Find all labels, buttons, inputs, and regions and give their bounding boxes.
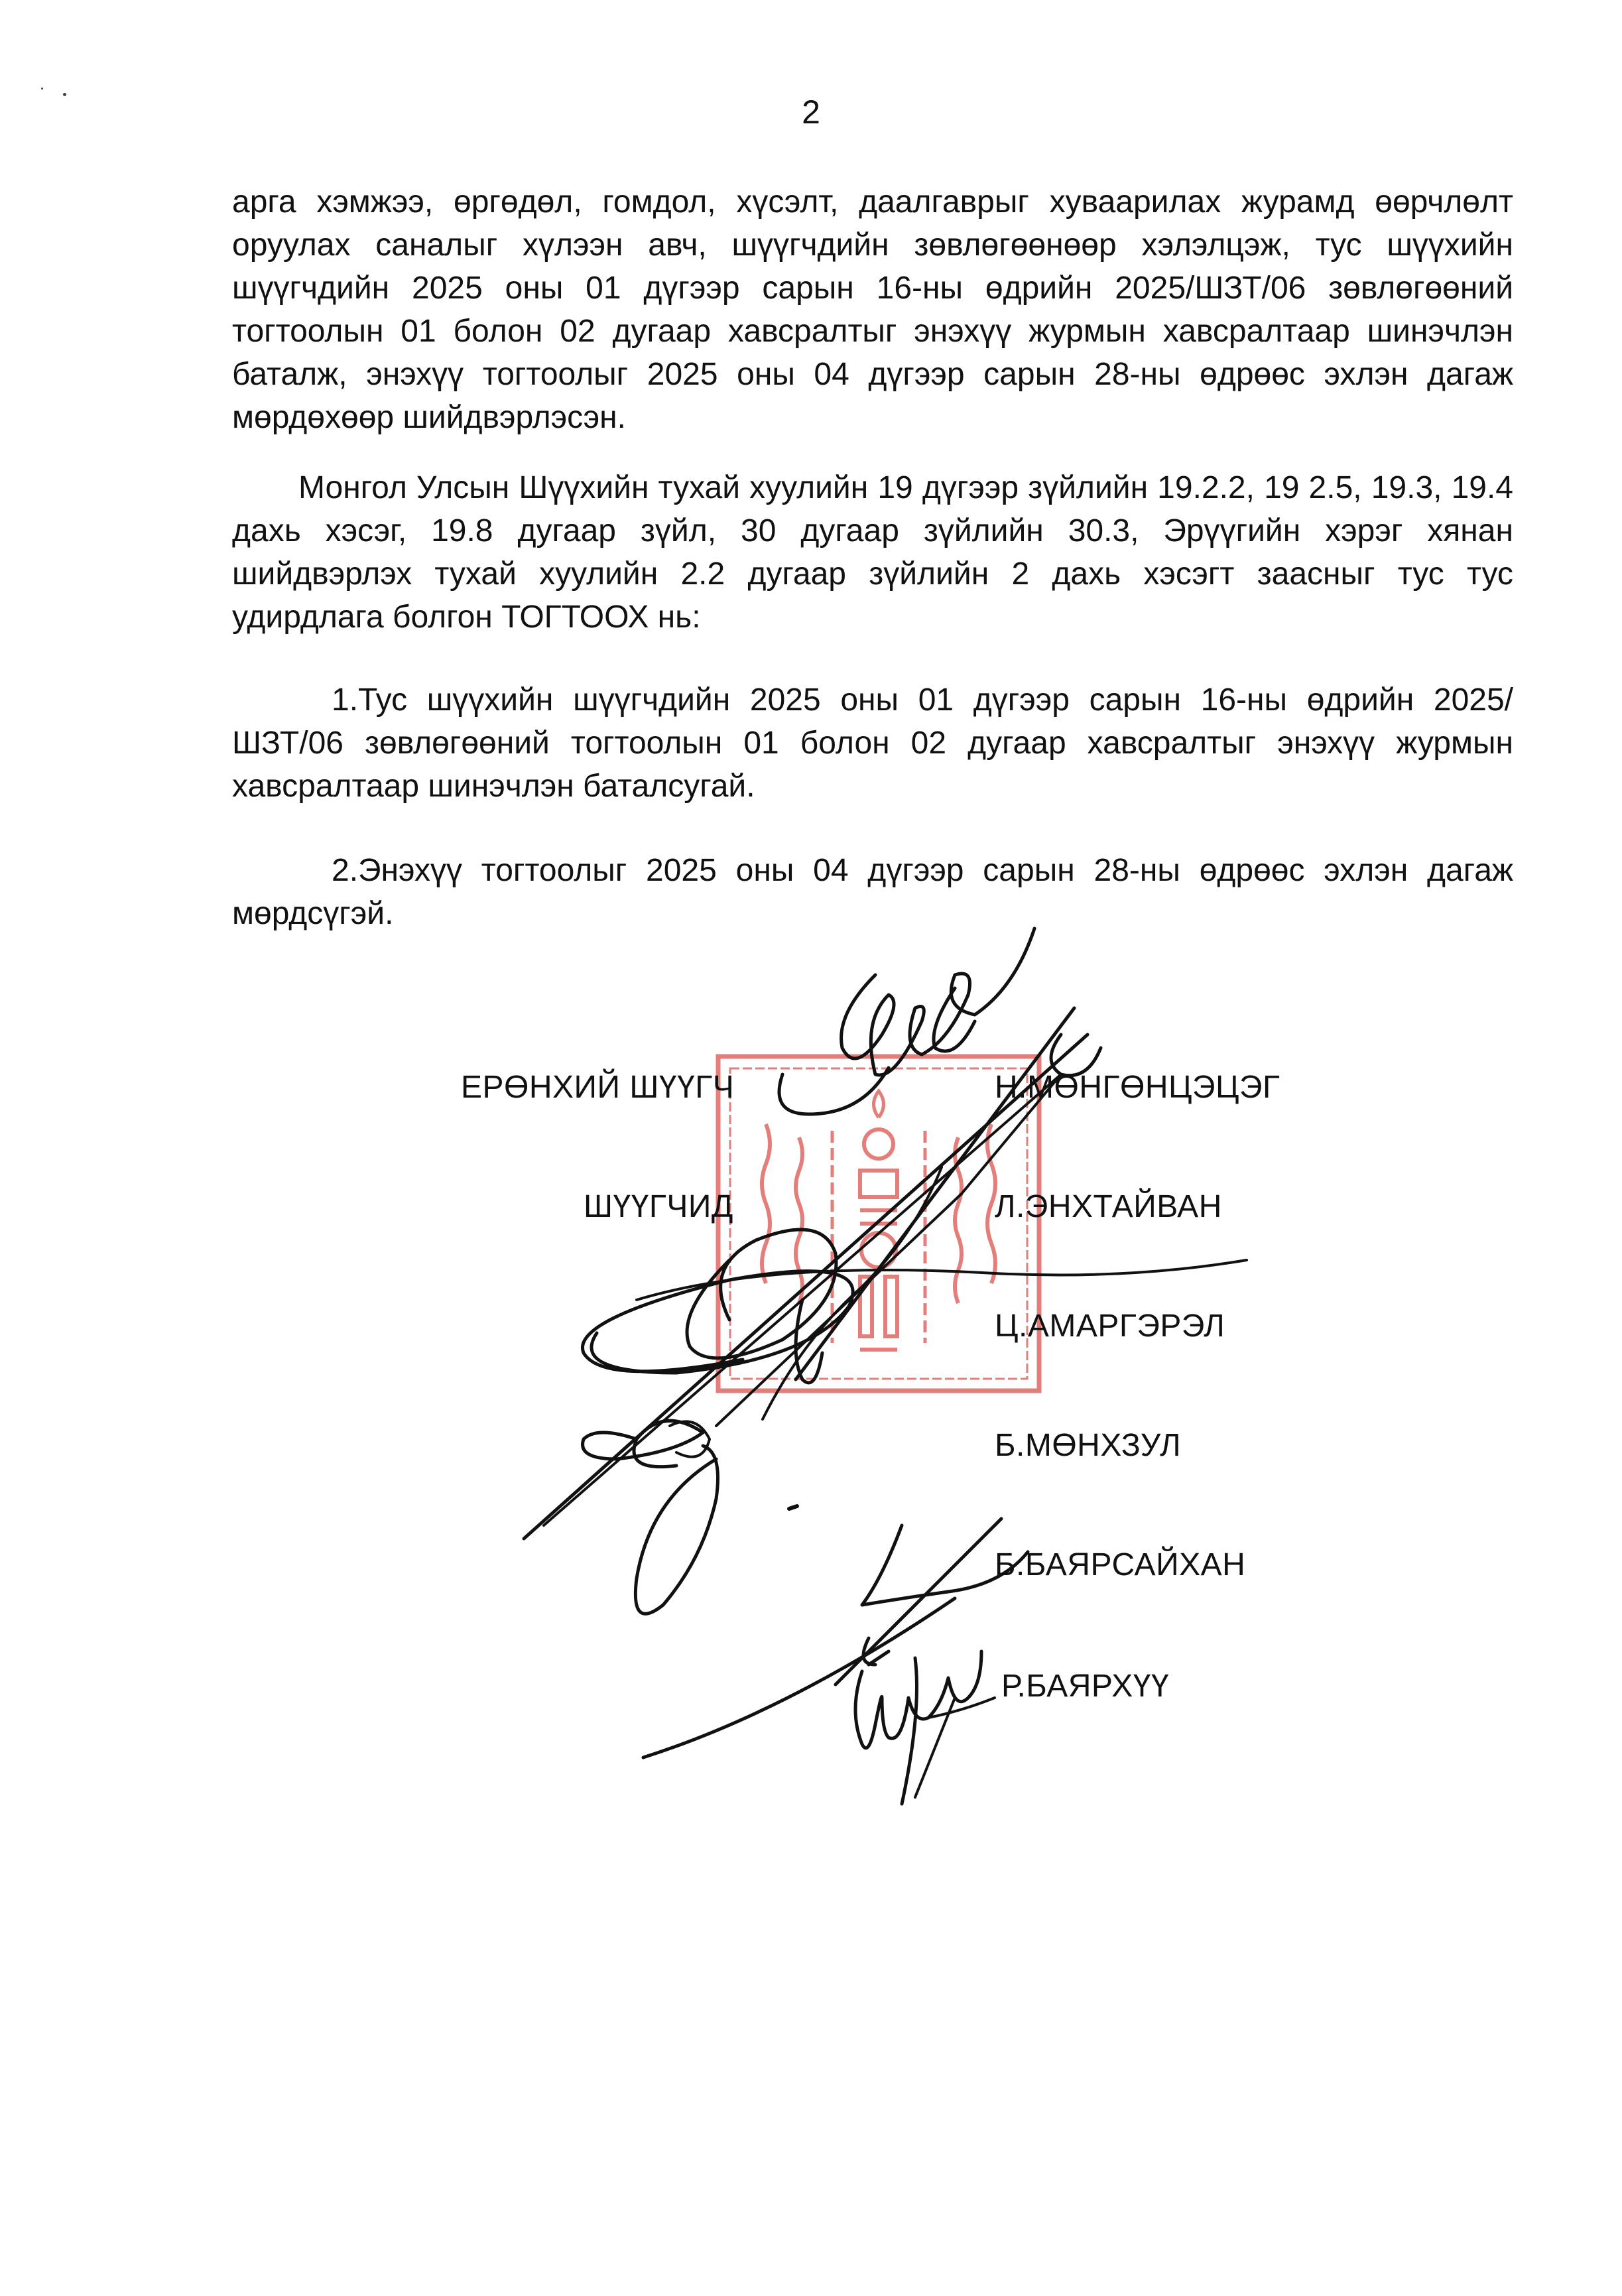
judges-label: ШҮҮГЧИД bbox=[584, 1189, 733, 1224]
scan-speck bbox=[63, 93, 66, 96]
paragraph-continuation: арга хэмжээ, өргөдөл, гомдол, хүсэлт, даалгаврыг хуваарилах журамд өөрчлөлт оруулах саналыг хүлээн авч, шүүгчдийн зөвлөгөөнөөр хэлэлцэж, тус шүүхийн шүүгчдийн 2025 оны 01 дүгээр сарын 16-ны өдрийн 2025/ШЗТ/06 зөвлөгөөний тогтоолын 01 болон 02 дугаар хавсралтыг энэхүү журмын хавсралтаар шинэчлэн баталж, энэхүү тогтоолыг 2025 оны 04 дүгээр сарын 28-ны өдрөөс эхлэн дагаж мөрдөхөөр шийдвэрлэсэн. bbox=[232, 184, 1513, 435]
scan-speck bbox=[41, 88, 43, 90]
signatory-name: Л.ЭНХТАЙВАН bbox=[995, 1189, 1222, 1224]
signatory-name: Р.БАЯРХҮҮ bbox=[1001, 1669, 1170, 1704]
paragraph-resolution-2: 2.Энэхүү тогтоолыг 2025 оны 04 дүгээр сарын 28-ны өдрөөс эхлэн дагаж мөрдсүгэй. bbox=[232, 853, 1513, 931]
signatory-name: Б.БАЯРСАЙХАН bbox=[995, 1547, 1246, 1582]
paragraph-legal-basis: Монгол Улсын Шүүхийн тухай хуулийн 19 дүгээр зүйлийн 19.2.2, 19 2.5, 19.3, 19.4 дахь хэсэг, 19.8 дугаар зүйл, 30 дугаар зүйлийн 30.3, Эрүүгийн хэрэг хянан шийдвэрлэх тухай хуулийн 2.2 дугаар зүйлийн 2 дахь хэсэгт заасныг тус тус удирдлага болгон ТОГТООХ нь: bbox=[232, 470, 1513, 635]
paragraph-resolution-1: 1.Тус шүүхийн шүүгчдийн 2025 оны 01 дүгээр сарын 16-ны өдрийн 2025/ШЗТ/06 зөвлөгөөний тогтоолын 01 болон 02 дугаар хавсралтыг энэхүү журмын хавсралтаар шинэчлэн баталсугай. bbox=[232, 682, 1513, 804]
page-number: 2 bbox=[802, 94, 820, 131]
signatory-name: Ц.АМАРГЭРЭЛ bbox=[995, 1308, 1225, 1344]
signatory-name: Б.МӨНХЗУЛ bbox=[995, 1428, 1182, 1463]
signatory-name: Н.МӨНГӨНЦЭЦЭГ bbox=[995, 1070, 1280, 1105]
chief-judge-label: ЕРӨНХИЙ ШҮҮГЧ bbox=[461, 1070, 735, 1105]
